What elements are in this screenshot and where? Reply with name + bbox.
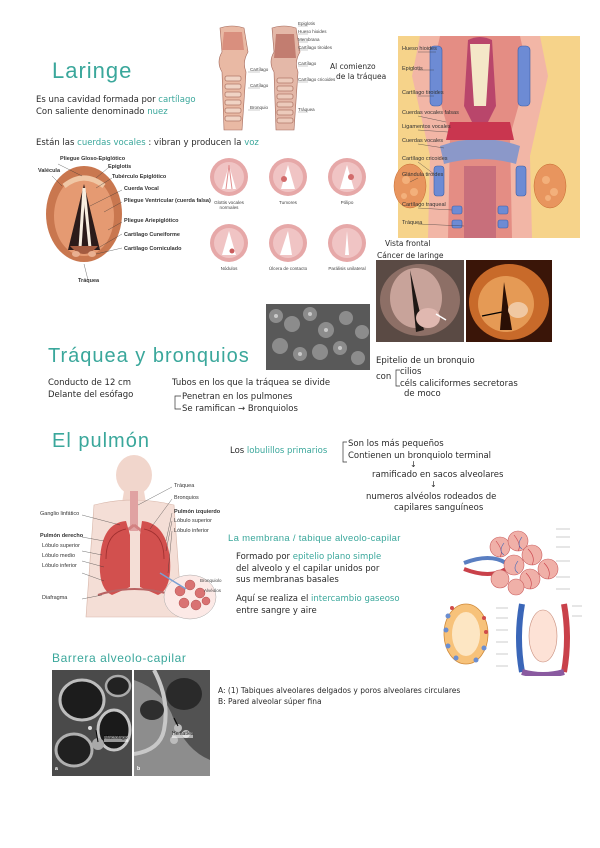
lungs-zoom-1: Alvéolos (204, 588, 222, 593)
trachea-back-left-label-1: Cartílago (250, 83, 269, 88)
epitelio-con: con (376, 372, 392, 382)
traquea-left-2: Delante del esófago (48, 390, 134, 400)
membrana-4 (236, 594, 400, 604)
vf-label-3: Tubérculo Epiglótico (112, 174, 167, 180)
lungs-right-0: Tráquea (174, 483, 195, 489)
section-label-0: Hueso hioides (402, 46, 437, 52)
cuerdas-text-a: Están las (36, 138, 75, 148)
glottis-cap-5: Parálisis unilateral (328, 266, 366, 271)
laringe-cartilago: cartílago (158, 95, 196, 105)
lungs-body-figure (40, 455, 226, 627)
membrana-3: sus membranas basales (236, 575, 339, 585)
laringe-nuez: nuez (147, 107, 168, 117)
vf-label-6: Pliegue Ariepiglótico (124, 218, 179, 224)
lungs-zoom-0: Bronquiolo (200, 578, 222, 583)
glottis-cap-4: Úlcera de contacto (268, 266, 308, 271)
cancer-laringe: Cáncer de laringe (377, 251, 444, 260)
lungs-right-2: Pulmón izquierdo (174, 509, 221, 515)
glottis-cap-0: Glottis vocales normales (214, 200, 244, 211)
barrera-micrograph-a (52, 670, 132, 776)
vocal-folds-figure (38, 150, 211, 288)
lungs-right-1: Bronquios (174, 495, 199, 501)
alveoli-cluster-figure (460, 523, 580, 603)
trachea-back-label-4: Cartílago (298, 61, 317, 66)
epitelio-3: céls caliciformes secretoras (400, 379, 518, 389)
lungs-left-4: Lóbulo inferior (42, 563, 77, 569)
lob-lobulillos: lobulillos primarios (246, 446, 328, 456)
traquea-title: Tráquea y bronquios (48, 345, 250, 367)
trachea-back-left-label-2: Bronquio (250, 105, 269, 110)
barrera-a: A: (1) Tabiques alveolares delgados y poros alveolares circulares (218, 686, 461, 695)
glottis-cap-2: Pólipo (340, 200, 354, 205)
trachea-back-label-2: Membrana (298, 37, 320, 42)
glottis-grid (205, 155, 375, 293)
larynx-section-figure (380, 36, 580, 238)
lungs-right-4: Lóbulo inferior (174, 528, 209, 534)
lungs-left-0: Ganglio linfático (40, 511, 80, 517)
cuerdas-vocales: cuerdas vocales (77, 138, 146, 148)
bronchial-epithelium-micrograph (266, 304, 370, 370)
section-label-5: Cuerdas vocales (402, 138, 443, 144)
lob-4: numeros alvéolos rodeados de (366, 492, 497, 502)
traquea-mid-3: Se ramifican → Bronquiolos (182, 404, 298, 414)
section-label-3: Cuerdas vocales falsas (402, 110, 459, 116)
barrera-corner-a: a (55, 766, 58, 772)
barrera-label-macrofago: Macrófago (104, 735, 128, 741)
cancer-photo-1 (376, 260, 464, 342)
membrana-5: entre sangre y aire (236, 606, 317, 616)
barrera-label-hematies: Hematíes (172, 731, 194, 737)
barrera-corner-b: b (137, 766, 141, 772)
trachea-back-label-3: Cartílago tiroides (298, 45, 333, 50)
lob-bracket (340, 440, 348, 464)
cuerdas-voz: voz (244, 138, 259, 148)
lob-los: Los (230, 446, 245, 456)
barrera-micrograph-b (134, 670, 210, 776)
lob-2: Contienen un bronquiolo terminal (348, 451, 492, 461)
cuerdas-text-c: : vibran y producen la (148, 138, 242, 148)
membrana-1-a: Formado por (236, 552, 291, 562)
membrana-title: La membrana / tabique alveolo-capilar (228, 533, 401, 544)
vf-label-4: Cuerda Vocal (124, 186, 159, 192)
trachea-note-1: Al comienzo (330, 62, 376, 71)
vf-label-0: Pliegue Gloso-Epiglótico (60, 156, 126, 162)
laringe-title: Laringe (52, 58, 133, 83)
lob-arrow-1: ↓ (410, 460, 417, 469)
section-label-1: Epiglotis (402, 66, 423, 72)
barrera-b: B: Pared alveolar súper fina (218, 697, 322, 706)
section-label-6: Cartílago cricoides (402, 156, 448, 162)
glottis-cap-3: Nódulos (220, 266, 238, 271)
vf-label-2: Valécula (38, 168, 61, 174)
lungs-left-3: Lóbulo medio (42, 553, 76, 559)
trachea-back-label-0: Epiglotis (298, 21, 316, 26)
section-label-2: Cartílago tiroides (402, 90, 444, 96)
trachea-back-label-5: Cartílago cricoides (298, 77, 336, 82)
section-label-9: Tráquea (402, 220, 423, 226)
lob-intro (230, 446, 327, 456)
lob-3: ramificado en sacos alveolares (372, 470, 504, 480)
trachea-back-label-1: Hueso hioides (298, 29, 327, 34)
laringe-line-2-text: Con saliente denominado (36, 107, 145, 117)
trachea-back-left-label-0: Cartílago (250, 67, 269, 72)
vf-label-9: Tráquea (78, 278, 100, 284)
traquea-mid-2: Penetran en los pulmones (182, 392, 293, 402)
vf-label-1: Epiglotis (108, 164, 132, 170)
laringe-line-1 (36, 95, 196, 105)
vista-frontal: Vista frontal (385, 239, 431, 248)
traquea-left-1: Conducto de 12 cm (48, 378, 132, 388)
trachea-note-2: de la tráquea (336, 72, 387, 81)
laringe-line-1-text: Es una cavidad formada por (36, 95, 156, 105)
epitelio-4: de moco (404, 389, 441, 399)
cancer-photo-2 (466, 260, 552, 342)
membrana-4-a: Aquí se realiza el (236, 594, 309, 604)
traquea-bracket (172, 392, 182, 414)
cuerdas-line (36, 138, 259, 148)
trachea-back-label-6: Tráquea (298, 107, 315, 112)
lob-5: capilares sanguíneos (394, 503, 484, 513)
vf-label-5: Pliegue Ventricular (cuerda falsa) (124, 198, 211, 204)
glottis-cap-1: Tumores (279, 200, 297, 205)
lob-arrow-2: ↓ (430, 480, 437, 489)
pulmon-title: El pulmón (52, 430, 150, 452)
laringe-line-2 (36, 107, 168, 117)
vf-label-7: Cartílago Cuneiforme (124, 232, 180, 238)
section-label-7: Glándula tiroides (402, 172, 444, 178)
traquea-mid-1: Tubos en los que la tráquea se divide (172, 378, 331, 388)
membrana-2: del alveolo y el capilar unidos por (236, 564, 380, 574)
epitelio-2: cilios (400, 367, 422, 377)
epitelio-1: Epitelio de un bronquio (376, 356, 475, 366)
lungs-right-3: Lóbulo superior (174, 518, 212, 524)
trachea-back-figure (212, 21, 336, 134)
barrera-title: Barrera alveolo-capilar (52, 651, 187, 665)
lungs-left-2: Lóbulo superior (42, 543, 80, 549)
vf-label-8: Cartílago Corniculado (124, 246, 182, 252)
membrana-4-b: intercambio gaseoso (311, 594, 400, 604)
section-label-8: Cartílago traqueal (402, 202, 446, 208)
lungs-left-1: Pulmón derecho (40, 533, 84, 539)
membrana-1-b: epitelio plano simple (292, 552, 382, 562)
lungs-left-5: Diafragma (42, 595, 68, 601)
lob-1: Son los más pequeños (348, 439, 444, 449)
alveolus-section-figure (436, 598, 584, 676)
membrana-1 (236, 552, 381, 562)
section-label-4: Ligamentos vocales (402, 124, 451, 130)
